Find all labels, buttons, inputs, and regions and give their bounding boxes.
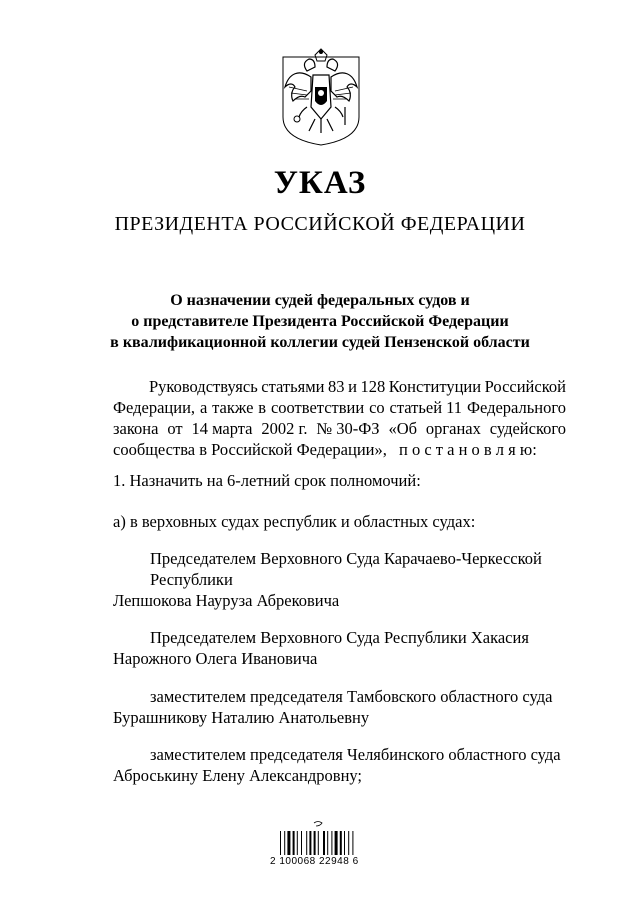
subject-line: в квалификационной коллегии судей Пензенской области xyxy=(110,334,530,351)
decree-subject xyxy=(0,290,640,353)
word: органах xyxy=(425,419,481,438)
word: 14 марта xyxy=(191,419,253,438)
preamble-paragraph xyxy=(113,376,566,460)
subject-line: о представителе Президента Российской Федерации xyxy=(131,313,509,330)
appointment-position: Председателем Верховного Суда Республики Хакасия xyxy=(150,628,529,647)
preamble-line xyxy=(113,397,566,418)
appointee-name: Бурашникову Наталию Анатольевну xyxy=(113,708,370,727)
word: в xyxy=(258,398,267,417)
word: Российской xyxy=(484,377,566,396)
appointment-position: Республики xyxy=(150,570,233,589)
word: закона xyxy=(113,419,159,438)
word: статьями xyxy=(261,377,325,396)
word: Федерального xyxy=(466,398,566,417)
appointee-name: Лепшокова Науруза Абрековича xyxy=(113,591,340,610)
word: № 30-ФЗ xyxy=(316,419,380,438)
word: а xyxy=(199,398,208,417)
word: соответствии xyxy=(270,398,365,417)
word: «Об xyxy=(388,419,418,438)
item-a: а) в верховных судах республик и областных судах: xyxy=(113,512,476,531)
appointment-position: заместителем председателя Тамбовского областного суда xyxy=(150,687,553,706)
word: 83 xyxy=(328,377,345,396)
preamble-line xyxy=(113,439,566,460)
appointee-name: Аброськину Елену Александровну; xyxy=(113,766,363,785)
coat-of-arms-emblem xyxy=(281,47,361,147)
preamble-line xyxy=(113,418,566,439)
word: Конституции xyxy=(388,377,482,396)
decree-word: п о с т а н о в л я ю: xyxy=(399,440,537,459)
word: от xyxy=(167,419,183,438)
subject-line: О назначении судей федеральных судов и xyxy=(170,292,470,309)
barcode-number: 2 100068 22948 6 xyxy=(270,856,359,867)
word: 128 xyxy=(360,377,386,396)
word: статьей 11 xyxy=(389,398,463,417)
barcode-mark-icon xyxy=(314,822,322,827)
preamble-last-text: сообщества в Российской Федерации», xyxy=(113,440,387,459)
document-subtitle: ПРЕЗИДЕНТА РОССИЙСКОЙ ФЕДЕРАЦИИ xyxy=(114,213,526,235)
document-title: УКАЗ xyxy=(273,165,367,201)
preamble-line xyxy=(113,376,566,397)
word: судейского xyxy=(489,419,566,438)
appointment-position: заместителем председателя Челябинского областного суда xyxy=(150,745,561,764)
word: со xyxy=(369,398,385,417)
word: также xyxy=(212,398,254,417)
appointment-position: Председателем Верховного Суда Карачаево-Черкесской xyxy=(150,549,542,568)
word: Руководствуясь xyxy=(149,377,258,396)
appointee-name: Нарожного Олега Ивановича xyxy=(113,649,318,668)
word: 2002 г. xyxy=(261,419,308,438)
word: Федерации, xyxy=(113,398,196,417)
item-1: 1. Назначить на 6-летний срок полномочий: xyxy=(113,471,421,490)
word: и xyxy=(348,377,357,396)
